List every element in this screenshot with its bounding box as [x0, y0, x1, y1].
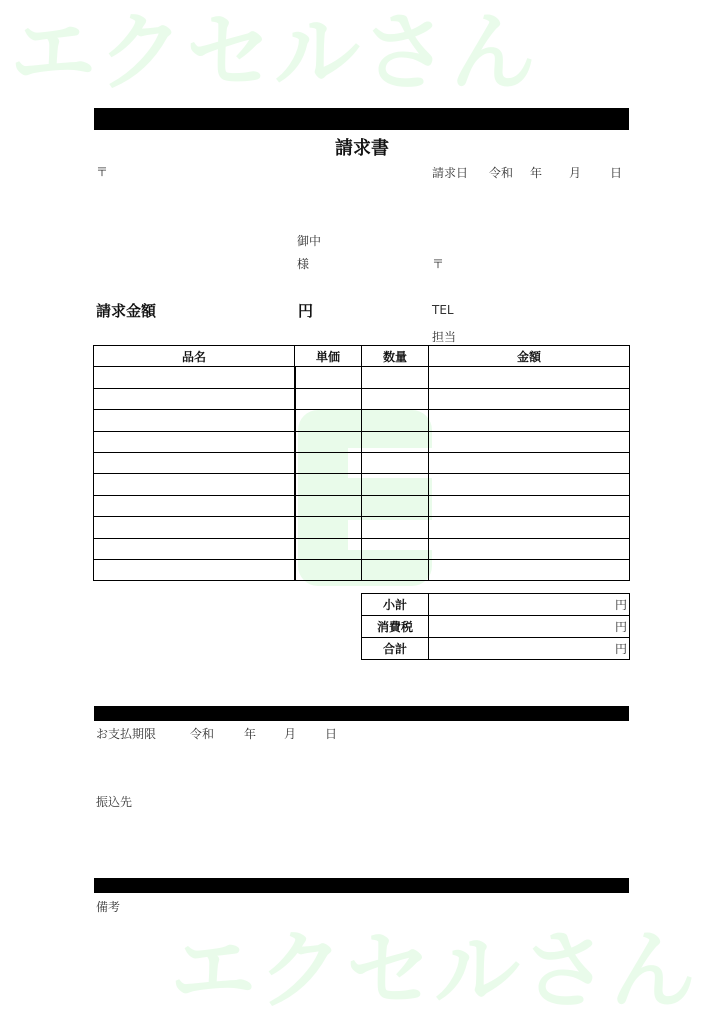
items-table [93, 345, 630, 581]
cell-amount[interactable] [429, 410, 630, 431]
cell-quantity[interactable] [362, 559, 429, 580]
cell-unit-price[interactable] [295, 474, 362, 495]
cell-amount[interactable] [429, 367, 630, 388]
cell-item-name[interactable] [94, 431, 295, 452]
cell-item-name[interactable] [94, 367, 295, 388]
summary-row-total [362, 638, 630, 660]
cell-unit-price[interactable] [295, 559, 362, 580]
cell-quantity[interactable] [362, 367, 429, 388]
cell-item-name[interactable] [94, 517, 295, 538]
invoice-date-era: 令和 [489, 166, 514, 180]
issuer-tel-label: TEL [432, 303, 454, 317]
table-row [94, 431, 630, 452]
cell-unit-price[interactable] [295, 517, 362, 538]
cell-item-name[interactable] [94, 388, 295, 409]
cell-unit-price[interactable] [295, 388, 362, 409]
cell-quantity[interactable] [362, 474, 429, 495]
table-row [94, 559, 630, 580]
payment-due-day: 日 [325, 727, 338, 741]
total-label: 合計 [362, 638, 429, 660]
cell-unit-price[interactable] [295, 431, 362, 452]
table-row [94, 410, 630, 431]
cell-unit-price[interactable] [295, 452, 362, 473]
summary-row-subtotal [362, 594, 630, 616]
payment-due-month: 月 [284, 727, 297, 741]
watermark-bottom: エクセルさん [170, 921, 698, 1021]
cell-quantity[interactable] [362, 410, 429, 431]
cell-amount[interactable] [429, 538, 630, 559]
table-row [94, 452, 630, 473]
invoice-date-year: 年 [530, 166, 543, 180]
recipient-postal-mark: 〒 [96, 165, 109, 179]
tax-value[interactable]: 円 [429, 616, 630, 638]
summary-row-tax [362, 616, 630, 638]
cell-quantity[interactable] [362, 431, 429, 452]
cell-amount[interactable] [429, 559, 630, 580]
cell-quantity[interactable] [362, 517, 429, 538]
cell-unit-price[interactable] [295, 538, 362, 559]
items-header-row [94, 346, 630, 367]
issuer-staff-label: 担当 [432, 330, 457, 344]
cell-item-name[interactable] [94, 495, 295, 516]
cell-item-name[interactable] [94, 538, 295, 559]
bank-label: 振込先 [96, 795, 133, 809]
table-row [94, 538, 630, 559]
cell-unit-price[interactable] [295, 495, 362, 516]
cell-item-name[interactable] [94, 474, 295, 495]
header-unit-price: 単価 [295, 346, 362, 367]
cell-amount[interactable] [429, 452, 630, 473]
recipient-sama: 様 [297, 257, 310, 271]
cell-amount[interactable] [429, 495, 630, 516]
watermark-top: エクセルさん [10, 3, 538, 103]
cell-amount[interactable] [429, 431, 630, 452]
header-item-name: 品名 [94, 346, 295, 367]
cell-unit-price[interactable] [295, 367, 362, 388]
header-bar [94, 108, 629, 130]
summary-table [361, 593, 630, 660]
cell-amount[interactable] [429, 388, 630, 409]
table-row [94, 388, 630, 409]
header-quantity: 数量 [362, 346, 429, 367]
subtotal-value[interactable]: 円 [429, 594, 630, 616]
payment-bar [94, 706, 629, 721]
cell-quantity[interactable] [362, 452, 429, 473]
issuer-postal-mark: 〒 [432, 257, 445, 271]
cell-item-name[interactable] [94, 559, 295, 580]
payment-due-label: お支払期限 [96, 727, 157, 741]
cell-quantity[interactable] [362, 538, 429, 559]
table-row [94, 474, 630, 495]
invoice-date-month: 月 [569, 166, 582, 180]
header-amount: 金額 [429, 346, 630, 367]
cell-quantity[interactable] [362, 495, 429, 516]
tax-label: 消費税 [362, 616, 429, 638]
cell-item-name[interactable] [94, 410, 295, 431]
payment-due-year: 年 [244, 727, 257, 741]
cell-quantity[interactable] [362, 388, 429, 409]
cell-item-name[interactable] [94, 452, 295, 473]
cell-amount[interactable] [429, 517, 630, 538]
invoice-date-label: 請求日 [432, 166, 469, 180]
notes-bar [94, 878, 629, 893]
table-row [94, 495, 630, 516]
total-value[interactable]: 円 [429, 638, 630, 660]
amount-unit: 円 [298, 302, 314, 320]
table-row [94, 517, 630, 538]
subtotal-label: 小計 [362, 594, 429, 616]
table-row [94, 367, 630, 388]
amount-label: 請求金額 [96, 302, 157, 320]
recipient-onchu: 御中 [297, 234, 322, 248]
payment-due-era: 令和 [190, 727, 215, 741]
notes-label: 備考 [96, 900, 121, 914]
cell-unit-price[interactable] [295, 410, 362, 431]
cell-amount[interactable] [429, 474, 630, 495]
page-title: 請求書 [335, 138, 389, 159]
invoice-date-day: 日 [610, 166, 623, 180]
